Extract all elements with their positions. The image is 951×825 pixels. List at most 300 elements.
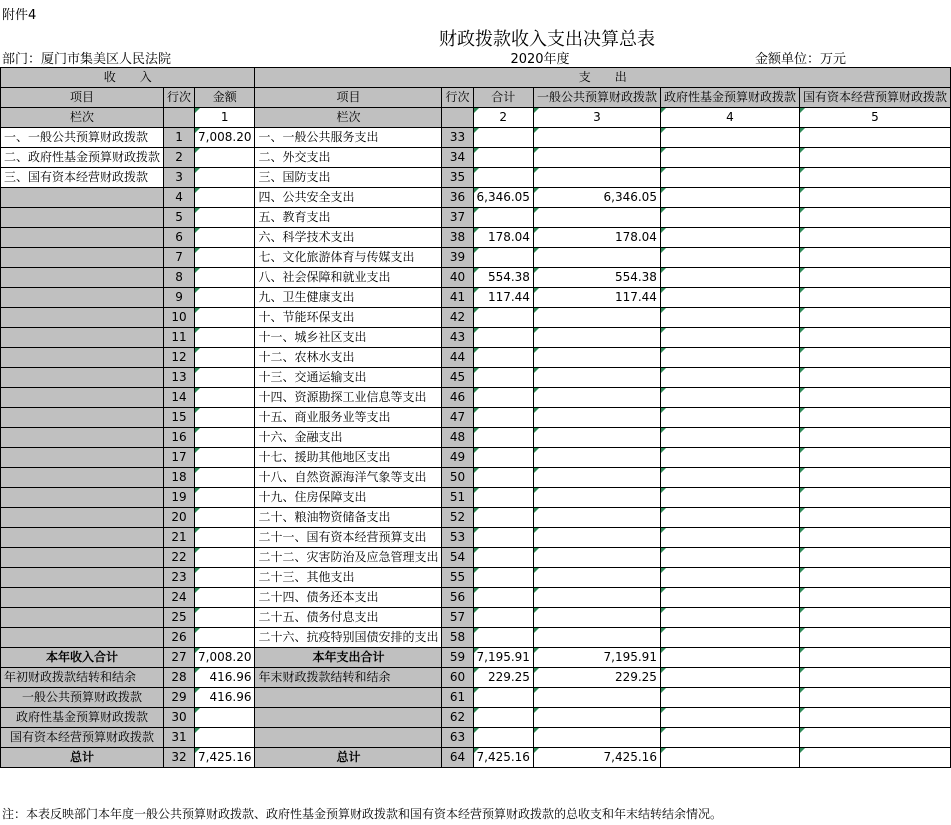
- fund-amount: [660, 668, 799, 688]
- expense-line: 47: [442, 408, 473, 428]
- state-capital-amount: [799, 588, 950, 608]
- expense-item: 一、一般公共服务支出: [255, 128, 442, 148]
- expense-item: 十四、资源勘探工业信息等支出: [255, 388, 442, 408]
- year-label: 2020年度: [510, 52, 570, 67]
- expense-item: 十三、交通运输支出: [255, 368, 442, 388]
- income-line: 26: [164, 628, 195, 648]
- state-capital-amount: [799, 348, 950, 368]
- general-amount: [533, 628, 660, 648]
- expense-item: 十、节能环保支出: [255, 308, 442, 328]
- income-item: [1, 228, 164, 248]
- table-row: [1, 528, 951, 548]
- income-line: 7: [164, 248, 195, 268]
- expense-line: 39: [442, 248, 473, 268]
- total-amount: [473, 308, 533, 328]
- state-capital-amount: [799, 208, 950, 228]
- income-line: 29: [164, 688, 195, 708]
- state-capital-amount: [799, 728, 950, 748]
- state-capital-amount: [799, 228, 950, 248]
- state-capital-amount: [799, 288, 950, 308]
- table-row: [1, 188, 951, 208]
- state-capital-amount: [799, 708, 950, 728]
- state-capital-amount: [799, 488, 950, 508]
- income-amount: [195, 628, 255, 648]
- income-line: 24: [164, 588, 195, 608]
- general-amount: [533, 548, 660, 568]
- general-amount: [533, 388, 660, 408]
- state-capital-amount: [799, 148, 950, 168]
- income-amount: [195, 188, 255, 208]
- income-summary-item: 一般公共预算财政拨款: [1, 688, 164, 708]
- total-amount: [473, 588, 533, 608]
- col-number-4: 4: [660, 108, 799, 128]
- income-item: [1, 208, 164, 228]
- expense-line: 51: [442, 488, 473, 508]
- fund-amount: [660, 548, 799, 568]
- general-amount: 6,346.05: [533, 188, 660, 208]
- expense-line: 40: [442, 268, 473, 288]
- total-amount: 117.44: [473, 288, 533, 308]
- general-budget-header: 一般公共预算财政拨款: [533, 88, 660, 108]
- income-amount: [195, 708, 255, 728]
- income-line: 25: [164, 608, 195, 628]
- table-row: [1, 308, 951, 328]
- state-capital-amount: [799, 648, 950, 668]
- state-capital-amount: [799, 548, 950, 568]
- expense-summary-item: 总计: [255, 748, 442, 768]
- expense-line: 43: [442, 328, 473, 348]
- total-amount: [473, 368, 533, 388]
- income-amount: [195, 588, 255, 608]
- expense-item: 二十六、抗疫特别国债安排的支出: [255, 628, 442, 648]
- expense-line-header: 行次: [442, 88, 473, 108]
- income-line: 28: [164, 668, 195, 688]
- fund-amount: [660, 208, 799, 228]
- state-capital-amount: [799, 428, 950, 448]
- income-item: [1, 548, 164, 568]
- total-amount: [473, 608, 533, 628]
- expense-item: 三、国防支出: [255, 168, 442, 188]
- state-capital-amount: [799, 128, 950, 148]
- general-amount: [533, 128, 660, 148]
- state-capital-amount: [799, 568, 950, 588]
- income-item: [1, 568, 164, 588]
- income-amount: [195, 408, 255, 428]
- expense-line: 33: [442, 128, 473, 148]
- fund-amount: [660, 648, 799, 668]
- table-row: [1, 388, 951, 408]
- total-amount: [473, 328, 533, 348]
- income-line: 11: [164, 328, 195, 348]
- fund-amount: [660, 368, 799, 388]
- general-amount: [533, 428, 660, 448]
- income-amount: [195, 728, 255, 748]
- income-line: 4: [164, 188, 195, 208]
- expense-line: 46: [442, 388, 473, 408]
- table-row: [1, 128, 951, 148]
- column-number-row: [1, 108, 951, 128]
- income-amount: [195, 468, 255, 488]
- income-amount: [195, 148, 255, 168]
- general-amount: [533, 148, 660, 168]
- state-capital-amount: [799, 468, 950, 488]
- income-line: 12: [164, 348, 195, 368]
- income-amount: [195, 328, 255, 348]
- attachment-label: 附件4: [2, 8, 37, 23]
- general-amount: 554.38: [533, 268, 660, 288]
- income-line: 3: [164, 168, 195, 188]
- income-line: 1: [164, 128, 195, 148]
- state-capital-amount: [799, 188, 950, 208]
- page-title: 财政拨款收入支出决算总表: [439, 29, 655, 50]
- total-amount: [473, 128, 533, 148]
- income-amount: [195, 608, 255, 628]
- state-capital-amount: [799, 248, 950, 268]
- income-item: [1, 368, 164, 388]
- fund-amount: [660, 688, 799, 708]
- table-row: [1, 468, 951, 488]
- income-amount: [195, 368, 255, 388]
- fund-amount: [660, 528, 799, 548]
- budget-table: [0, 67, 951, 768]
- expense-line: 44: [442, 348, 473, 368]
- state-capital-amount: [799, 528, 950, 548]
- expense-item: 十二、农林水支出: [255, 348, 442, 368]
- income-line: 9: [164, 288, 195, 308]
- expense-line: 37: [442, 208, 473, 228]
- income-amount: [195, 208, 255, 228]
- income-amount: [195, 288, 255, 308]
- fund-amount: [660, 608, 799, 628]
- fund-amount: [660, 268, 799, 288]
- summary-row: [1, 688, 951, 708]
- table-row: [1, 488, 951, 508]
- fund-amount: [660, 248, 799, 268]
- table-row: [1, 168, 951, 188]
- expense-item: 二十二、灾害防治及应急管理支出: [255, 548, 442, 568]
- total-amount: [473, 208, 533, 228]
- table-row: [1, 228, 951, 248]
- summary-row: [1, 648, 951, 668]
- general-amount: [533, 348, 660, 368]
- table-row: [1, 348, 951, 368]
- expense-item: 十八、自然资源海洋气象等支出: [255, 468, 442, 488]
- table-row: [1, 628, 951, 648]
- income-line: 20: [164, 508, 195, 528]
- expense-item: 六、科学技术支出: [255, 228, 442, 248]
- total-amount: [473, 688, 533, 708]
- income-amount: [195, 388, 255, 408]
- total-amount: [473, 388, 533, 408]
- income-amount: [195, 548, 255, 568]
- income-line: 32: [164, 748, 195, 768]
- general-amount: [533, 208, 660, 228]
- state-capital-amount: [799, 448, 950, 468]
- income-item-header: 项目: [1, 88, 164, 108]
- col-label: 栏次: [1, 108, 164, 128]
- expense-item: 十六、金融支出: [255, 428, 442, 448]
- income-amount: [195, 448, 255, 468]
- fund-amount: [660, 388, 799, 408]
- col-number-3: 3: [533, 108, 660, 128]
- expense-item: 十一、城乡社区支出: [255, 328, 442, 348]
- state-capital-amount: [799, 168, 950, 188]
- total-header: 合计: [473, 88, 533, 108]
- total-amount: 178.04: [473, 228, 533, 248]
- income-section-header: 收 入: [1, 68, 255, 88]
- fund-amount: [660, 188, 799, 208]
- income-amount: [195, 268, 255, 288]
- income-line: 19: [164, 488, 195, 508]
- state-capital-header: 国有资本经营预算财政拨款: [799, 88, 950, 108]
- income-summary-item: 政府性基金预算财政拨款: [1, 708, 164, 728]
- general-amount: [533, 468, 660, 488]
- expense-item: 二十三、其他支出: [255, 568, 442, 588]
- total-amount: 6,346.05: [473, 188, 533, 208]
- expense-line: 48: [442, 428, 473, 448]
- state-capital-amount: [799, 628, 950, 648]
- table-row: [1, 268, 951, 288]
- income-item: [1, 388, 164, 408]
- general-amount: [533, 528, 660, 548]
- fund-amount: [660, 448, 799, 468]
- income-line: 31: [164, 728, 195, 748]
- state-capital-amount: [799, 368, 950, 388]
- table-row: [1, 248, 951, 268]
- fund-amount: [660, 728, 799, 748]
- income-amount: [195, 248, 255, 268]
- fund-amount: [660, 128, 799, 148]
- table-row: [1, 608, 951, 628]
- income-item: [1, 528, 164, 548]
- income-item: [1, 608, 164, 628]
- expense-item: 九、卫生健康支出: [255, 288, 442, 308]
- expense-line: 41: [442, 288, 473, 308]
- general-amount: 229.25: [533, 668, 660, 688]
- expense-line: 36: [442, 188, 473, 208]
- fund-amount: [660, 748, 799, 768]
- total-amount: [473, 488, 533, 508]
- income-line: 16: [164, 428, 195, 448]
- income-line: 18: [164, 468, 195, 488]
- total-amount: [473, 148, 533, 168]
- total-amount: [473, 528, 533, 548]
- summary-row: [1, 668, 951, 688]
- expense-item: 二十一、国有资本经营预算支出: [255, 528, 442, 548]
- section-header-row: [1, 68, 951, 88]
- general-amount: [533, 248, 660, 268]
- fund-amount: [660, 488, 799, 508]
- income-line: 10: [164, 308, 195, 328]
- expense-line: 35: [442, 168, 473, 188]
- expense-summary-item: 本年支出合计: [255, 648, 442, 668]
- expense-summary-item: [255, 728, 442, 748]
- income-summary-item: 本年收入合计: [1, 648, 164, 668]
- fund-amount: [660, 168, 799, 188]
- income-line: 8: [164, 268, 195, 288]
- expense-line: 52: [442, 508, 473, 528]
- total-amount: 7,195.91: [473, 648, 533, 668]
- general-amount: [533, 608, 660, 628]
- expense-line: 38: [442, 228, 473, 248]
- fund-amount: [660, 328, 799, 348]
- fund-amount: [660, 588, 799, 608]
- income-item: [1, 288, 164, 308]
- expense-item: 八、社会保障和就业支出: [255, 268, 442, 288]
- table-row: [1, 428, 951, 448]
- expense-line: 34: [442, 148, 473, 168]
- income-line: 2: [164, 148, 195, 168]
- expense-line: 58: [442, 628, 473, 648]
- income-line: 15: [164, 408, 195, 428]
- fund-amount: [660, 628, 799, 648]
- general-amount: 178.04: [533, 228, 660, 248]
- general-amount: [533, 728, 660, 748]
- income-line: 21: [164, 528, 195, 548]
- state-capital-amount: [799, 668, 950, 688]
- income-item: [1, 188, 164, 208]
- income-amount: 7,008.20: [195, 648, 255, 668]
- income-item: [1, 308, 164, 328]
- fund-amount: [660, 468, 799, 488]
- table-row: [1, 208, 951, 228]
- total-amount: [473, 568, 533, 588]
- expense-item-header: 项目: [255, 88, 442, 108]
- total-amount: [473, 348, 533, 368]
- total-amount: [473, 428, 533, 448]
- income-item: 三、国有资本经营财政拨款: [1, 168, 164, 188]
- table-row: [1, 288, 951, 308]
- col-label: 栏次: [255, 108, 442, 128]
- expense-line: 53: [442, 528, 473, 548]
- income-amount: [195, 568, 255, 588]
- expense-item: 二十、粮油物资储备支出: [255, 508, 442, 528]
- income-amount: [195, 428, 255, 448]
- total-amount: [473, 448, 533, 468]
- state-capital-amount: [799, 328, 950, 348]
- expense-line: 59: [442, 648, 473, 668]
- general-amount: [533, 308, 660, 328]
- table-row: [1, 568, 951, 588]
- expense-line: 55: [442, 568, 473, 588]
- income-summary-item: 国有资本经营预算财政拨款: [1, 728, 164, 748]
- state-capital-amount: [799, 268, 950, 288]
- income-amount: 416.96: [195, 688, 255, 708]
- fund-amount: [660, 148, 799, 168]
- fund-amount: [660, 348, 799, 368]
- fund-amount: [660, 708, 799, 728]
- expense-line: 61: [442, 688, 473, 708]
- income-line: 23: [164, 568, 195, 588]
- expense-item: 十九、住房保障支出: [255, 488, 442, 508]
- expense-item: 五、教育支出: [255, 208, 442, 228]
- expense-item: 四、公共安全支出: [255, 188, 442, 208]
- fund-amount: [660, 308, 799, 328]
- general-amount: [533, 168, 660, 188]
- total-amount: [473, 408, 533, 428]
- total-amount: 554.38: [473, 268, 533, 288]
- expense-item: 十七、援助其他地区支出: [255, 448, 442, 468]
- footnote: 注：本表反映部门本年度一般公共预算财政拨款、政府性基金预算财政拨款和国有资本经营预算财政拨款的总收支和年末结转结余情况。: [2, 807, 723, 821]
- expense-summary-item: 年末财政拨款结转和结余: [255, 668, 442, 688]
- col-number-2: 2: [473, 108, 533, 128]
- expense-item: 二、外交支出: [255, 148, 442, 168]
- unit-label: 金额单位：万元: [754, 52, 846, 67]
- income-item: [1, 588, 164, 608]
- summary-row: [1, 708, 951, 728]
- expense-line: 64: [442, 748, 473, 768]
- income-item: [1, 488, 164, 508]
- expense-line: 54: [442, 548, 473, 568]
- income-amount: [195, 348, 255, 368]
- expense-summary-item: [255, 708, 442, 728]
- total-amount: 229.25: [473, 668, 533, 688]
- general-amount: 7,425.16: [533, 748, 660, 768]
- expense-item: 七、文化旅游体育与传媒支出: [255, 248, 442, 268]
- state-capital-amount: [799, 388, 950, 408]
- total-amount: [473, 508, 533, 528]
- income-amount: [195, 508, 255, 528]
- income-summary-item: 总计: [1, 748, 164, 768]
- income-line: 14: [164, 388, 195, 408]
- summary-row: [1, 748, 951, 768]
- fund-amount: [660, 288, 799, 308]
- income-line: 17: [164, 448, 195, 468]
- income-item: [1, 348, 164, 368]
- expense-item: 二十四、债务还本支出: [255, 588, 442, 608]
- expense-line: 57: [442, 608, 473, 628]
- income-amount-header: 金额: [195, 88, 255, 108]
- income-item: [1, 508, 164, 528]
- income-amount: [195, 228, 255, 248]
- income-amount: 7,008.20: [195, 128, 255, 148]
- general-amount: [533, 328, 660, 348]
- income-line-header: 行次: [164, 88, 195, 108]
- table-row: [1, 408, 951, 428]
- state-capital-amount: [799, 408, 950, 428]
- total-amount: [473, 628, 533, 648]
- table-row: [1, 588, 951, 608]
- expense-line: 62: [442, 708, 473, 728]
- expense-line: 49: [442, 448, 473, 468]
- general-amount: [533, 568, 660, 588]
- state-capital-amount: [799, 748, 950, 768]
- table-row: [1, 448, 951, 468]
- state-capital-amount: [799, 508, 950, 528]
- expense-line: 63: [442, 728, 473, 748]
- fund-budget-header: 政府性基金预算财政拨款: [660, 88, 799, 108]
- table-row: [1, 148, 951, 168]
- total-amount: 7,425.16: [473, 748, 533, 768]
- income-line: 13: [164, 368, 195, 388]
- col-number-5: 5: [799, 108, 950, 128]
- department-label: 部门：厦门市集美区人民法院: [2, 52, 172, 67]
- general-amount: 7,195.91: [533, 648, 660, 668]
- column-header-row: [1, 88, 951, 108]
- total-amount: [473, 548, 533, 568]
- income-item: [1, 448, 164, 468]
- total-amount: [473, 168, 533, 188]
- income-line: 5: [164, 208, 195, 228]
- expense-line: 50: [442, 468, 473, 488]
- income-item: 一、一般公共预算财政拨款: [1, 128, 164, 148]
- income-item: [1, 428, 164, 448]
- fund-amount: [660, 408, 799, 428]
- income-line: 27: [164, 648, 195, 668]
- general-amount: [533, 708, 660, 728]
- income-amount: [195, 528, 255, 548]
- income-item: [1, 408, 164, 428]
